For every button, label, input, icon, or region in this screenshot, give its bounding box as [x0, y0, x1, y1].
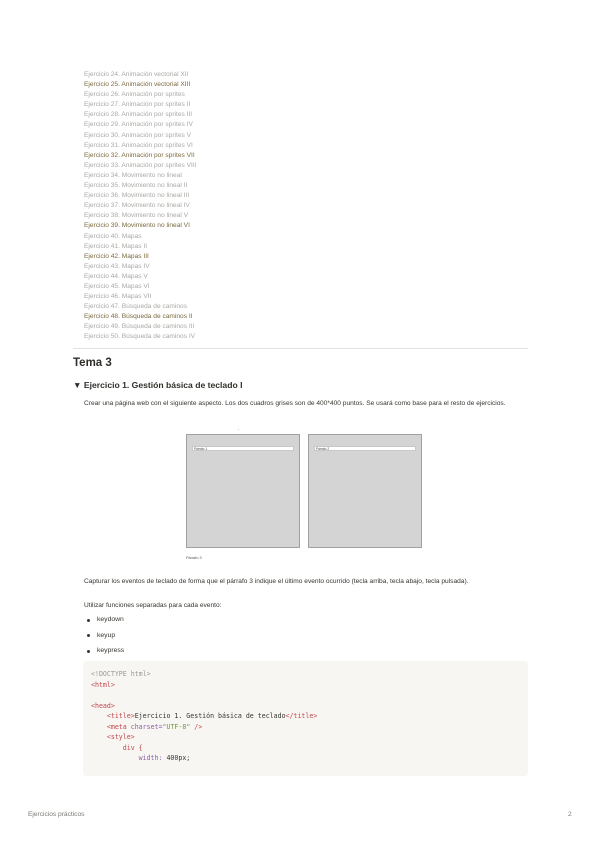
toc-item[interactable]: Ejercicio 28. Animación por sprites III: [84, 111, 193, 119]
section-title: Tema 3: [73, 357, 112, 369]
code-meta-tag: <meta: [106, 722, 127, 731]
toc-item[interactable]: Ejercicio 25. Animación vectorial XIII: [84, 81, 191, 89]
toc-item[interactable]: Ejercicio 48. Búsqueda de caminos II: [84, 313, 193, 321]
toc-item[interactable]: Ejercicio 31. Animación por sprites VI: [84, 141, 193, 149]
toc-item[interactable]: Ejercicio 32. Animación por sprites VII: [84, 151, 195, 159]
toggle-triangle-icon[interactable]: ▼: [73, 380, 82, 390]
toc-item[interactable]: Ejercicio 47. Búsqueda de caminos: [84, 303, 187, 311]
right-box-field: Párrafo 2: [314, 446, 416, 451]
code-doctype: <!DOCTYPE html>: [91, 670, 151, 678]
left-box-field: Párrafo 1: [192, 446, 294, 451]
code-meta-attr: charset=: [130, 722, 163, 731]
capture-paragraph: Capturar los eventos de teclado de forma que el párrafo 3 indique el último evento ocurrido (tecla arriba, tecla abajo, tecla pulsada).: [84, 578, 469, 585]
toc-item[interactable]: Ejercicio 35. Movimiento no lineal II: [84, 182, 188, 190]
right-gray-box: [308, 434, 422, 548]
figure-caption: Párrafo 3: [186, 556, 202, 560]
toc-item[interactable]: Ejercicio 29. Animación por sprites IV: [84, 121, 193, 129]
event-list: [84, 615, 124, 662]
toc-item[interactable]: Ejercicio 45. Mapas VI: [84, 282, 150, 290]
code-selector: div {: [122, 743, 143, 752]
exercise-toggle[interactable]: [73, 380, 242, 390]
toc-item[interactable]: Ejercicio 30. Animación por sprites V: [84, 131, 192, 139]
code-title-text: Ejercicio 1. Gestión básica de teclado: [134, 712, 286, 720]
functions-paragraph: Utilizar funciones separadas para cada evento:: [84, 602, 222, 609]
toc-item[interactable]: Ejercicio 39. Movimiento no lineal VI: [84, 222, 190, 230]
toc-item[interactable]: Ejercicio 24. Animación vectorial XII: [84, 71, 189, 78]
figure-dot: .: [238, 426, 240, 432]
table-of-contents: [84, 70, 524, 343]
exercise-title: Ejercicio 1. Gestión básica de teclado I: [83, 380, 243, 390]
code-html-tag: <html>: [91, 680, 115, 689]
toc-item[interactable]: Ejercicio 42. Mapas III: [84, 252, 149, 260]
toc-item[interactable]: Ejercicio 50. Búsqueda de caminos IV: [84, 333, 196, 341]
toc-item[interactable]: Ejercicio 36. Movimiento no lineal III: [84, 192, 190, 200]
section-divider: [73, 348, 528, 349]
toc-item[interactable]: Ejercicio 41. Mapas II: [84, 242, 148, 250]
toc-item[interactable]: Ejercicio 26. Animación por sprites: [84, 91, 185, 99]
example-figure: [186, 426, 418, 566]
code-head-tag: <head>: [91, 701, 115, 710]
code-property: width:: [138, 754, 163, 762]
list-item: keyup: [84, 631, 124, 647]
toc-item[interactable]: Ejercicio 38. Movimiento no lineal V: [84, 212, 189, 220]
intro-paragraph: Crear una página web con el siguiente aspecto. Los dos cuadros grises son de 400*400 puntos. Se usará como base para el resto de ejercicios.: [84, 400, 506, 407]
footer-title: Ejercicios prácticos: [28, 811, 85, 818]
list-item: keypress: [84, 646, 124, 662]
code-block: [83, 661, 528, 776]
left-gray-box: [186, 434, 300, 548]
toc-item[interactable]: Ejercicio 44. Mapas V: [84, 272, 148, 280]
code-meta-value: "UTF-8": [162, 722, 191, 731]
list-item: keydown: [84, 615, 124, 631]
toc-item[interactable]: Ejercicio 43. Mapas IV: [84, 262, 150, 270]
toc-item[interactable]: Ejercicio 33. Animación por sprites VIII: [84, 161, 197, 169]
toc-item[interactable]: Ejercicio 37. Movimiento no lineal IV: [84, 202, 190, 210]
code-title-open: <title>: [106, 712, 135, 720]
code-value: 400px;: [166, 754, 191, 762]
page-number: 2: [568, 811, 572, 818]
toc-item[interactable]: Ejercicio 34. Movimiento no lineal: [84, 171, 182, 179]
toc-item[interactable]: Ejercicio 49. Búsqueda de caminos III: [84, 323, 195, 331]
code-style-tag: <style>: [106, 733, 135, 741]
toc-item[interactable]: Ejercicio 40. Mapas: [84, 232, 142, 240]
code-title-close: </title>: [285, 712, 318, 720]
toc-item[interactable]: Ejercicio 27. Animación por sprites II: [84, 101, 191, 109]
toc-item[interactable]: Ejercicio 46. Mapas VII: [84, 293, 152, 301]
code-meta-close: />: [194, 722, 203, 731]
